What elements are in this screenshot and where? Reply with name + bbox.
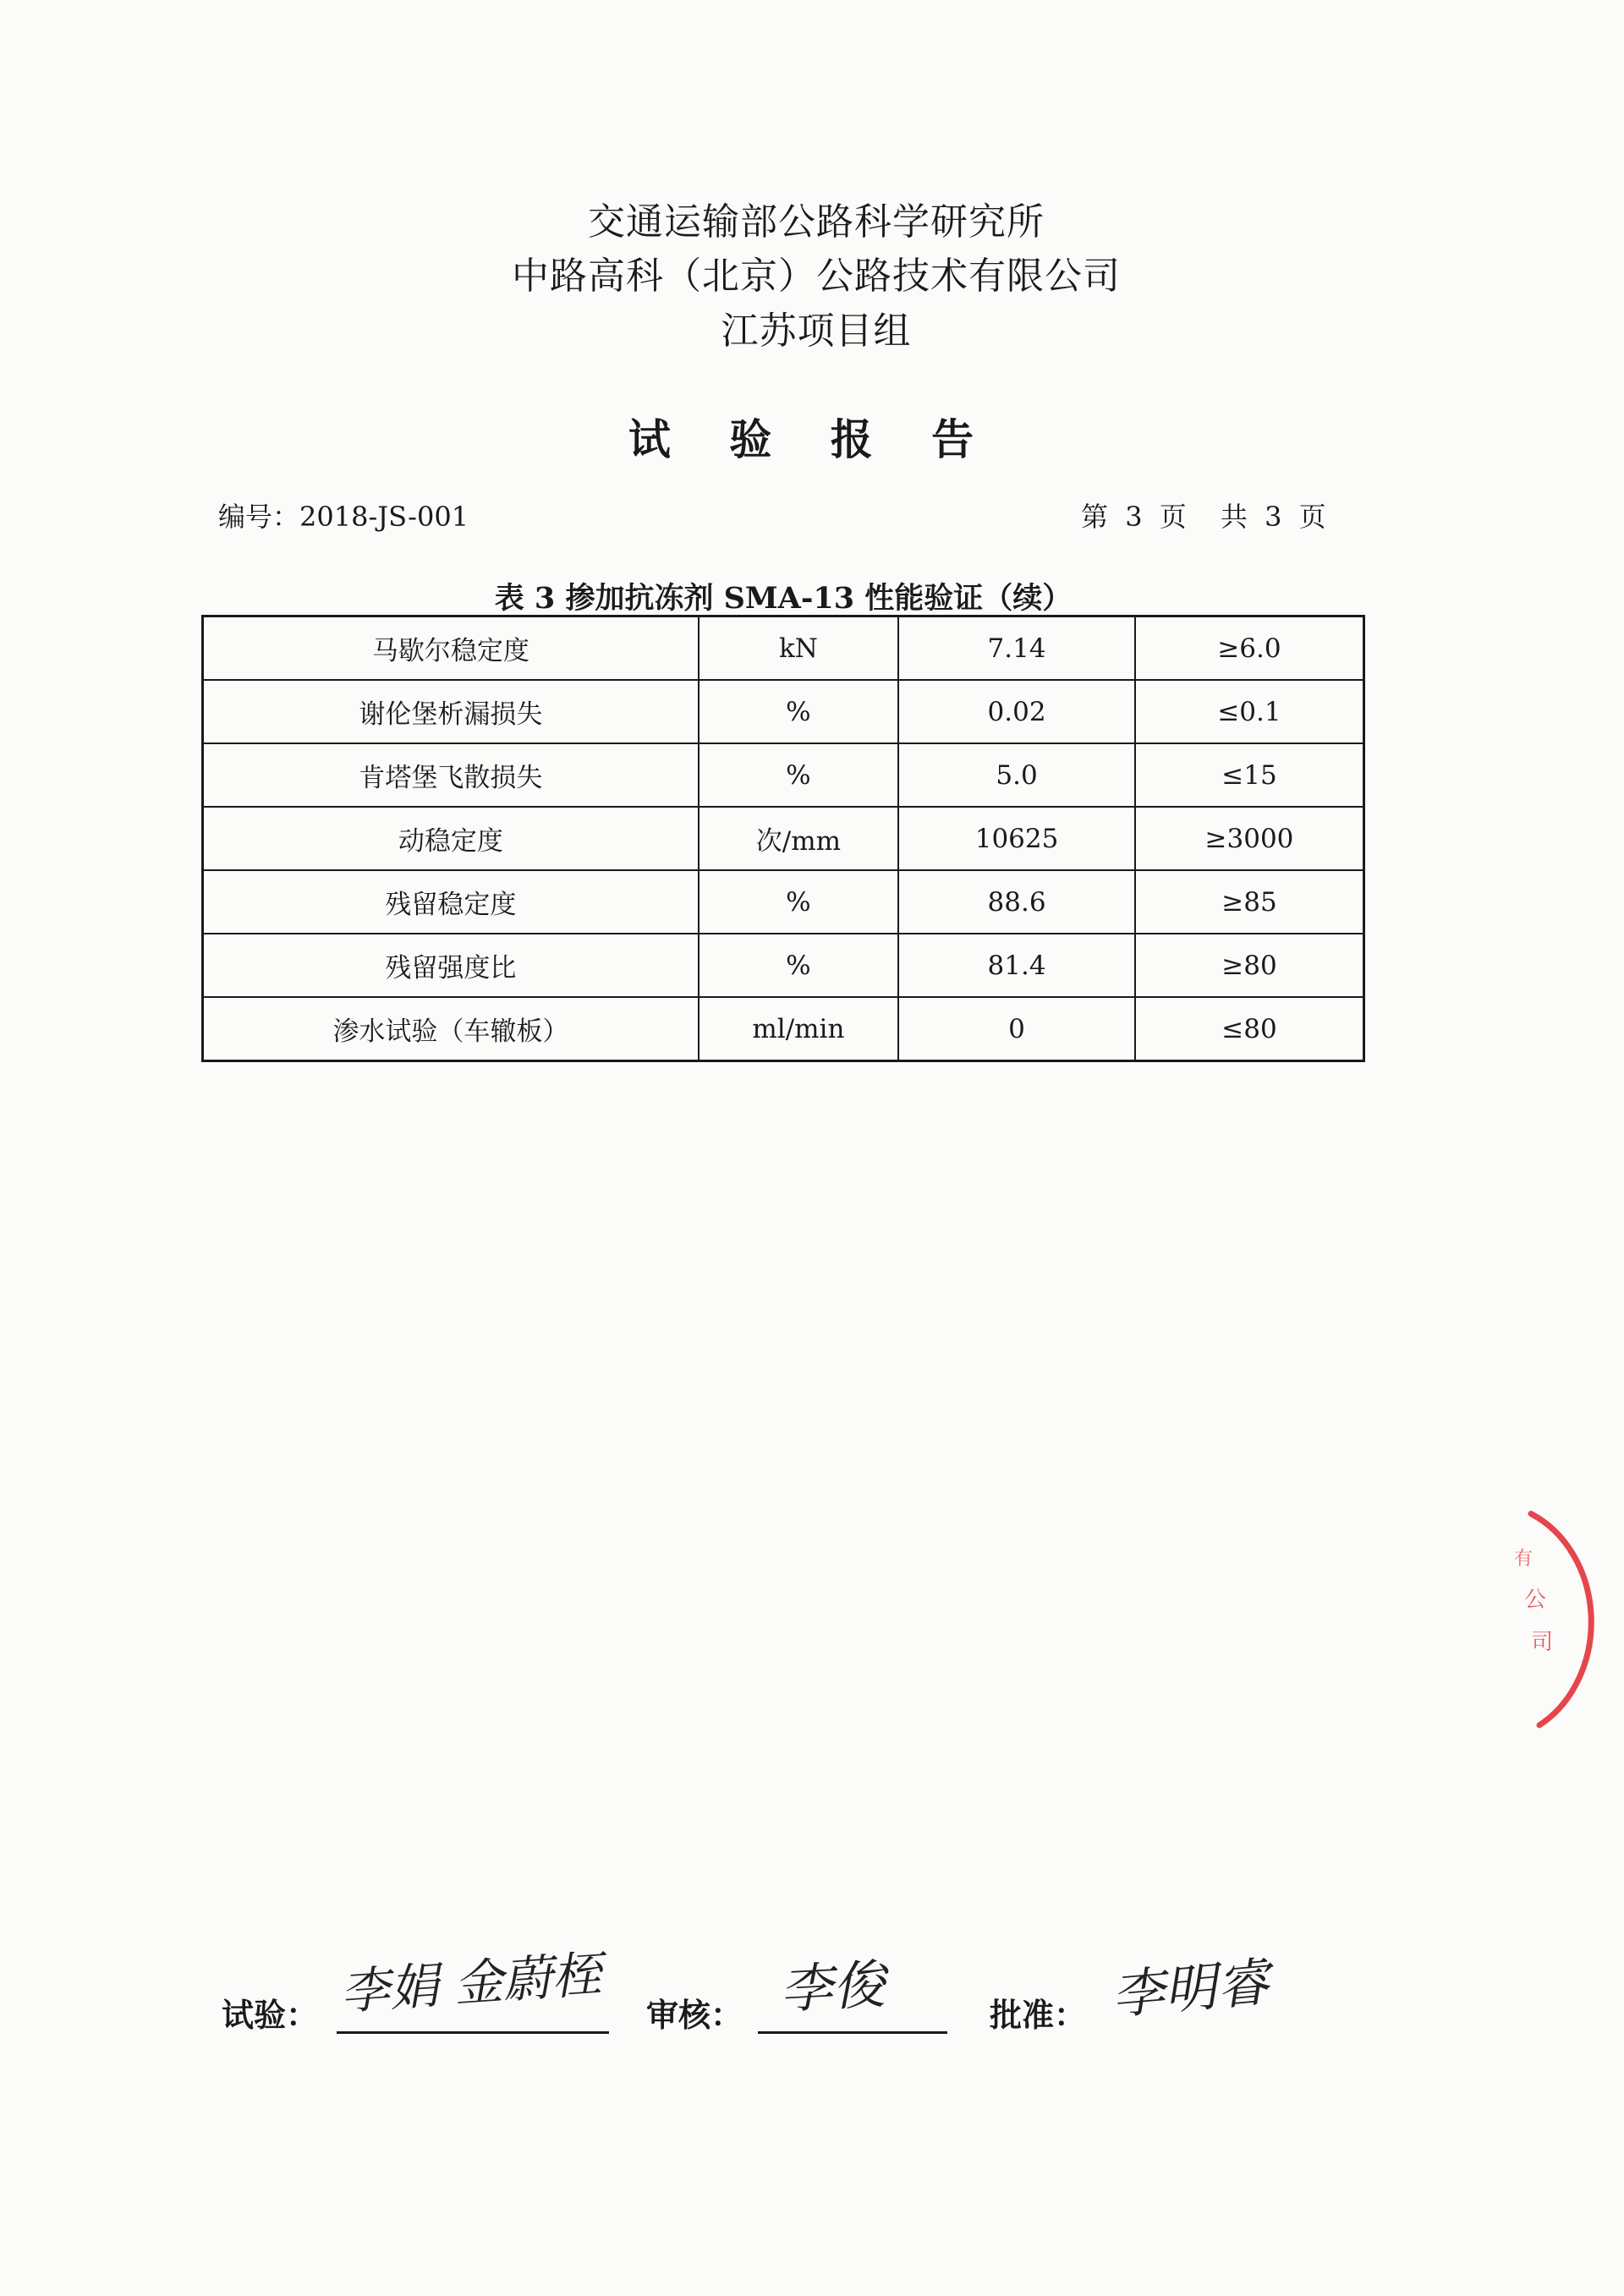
requirement-cell: ≥6.0	[1135, 616, 1364, 681]
requirement-cell: ≤0.1	[1135, 680, 1364, 743]
test-label: 试验：	[222, 1996, 319, 2034]
review-signature: 李俊	[778, 1953, 887, 2021]
table-caption: 表 3 掺加抗冻剂 SMA-13 性能验证（续）	[494, 581, 1073, 616]
table-row	[203, 997, 1364, 1061]
result-cell: 88.6	[898, 870, 1135, 934]
page-prefix: 第	[1081, 501, 1109, 533]
item-cell: 马歇尔稳定度	[203, 616, 699, 681]
table-row	[203, 680, 1364, 743]
svg-text:司: 司	[1531, 1630, 1554, 1655]
svg-text:有: 有	[1514, 1548, 1533, 1570]
requirement-cell: ≥85	[1135, 870, 1364, 934]
table-row	[203, 743, 1364, 807]
result-cell: 5.0	[898, 743, 1135, 807]
requirement-cell: ≥3000	[1135, 807, 1364, 870]
unit-cell: kN	[699, 616, 898, 681]
unit-cell: %	[699, 870, 898, 934]
approve-signature: 李明睿	[1109, 1951, 1272, 2026]
result-cell: 10625	[898, 807, 1135, 870]
item-cell: 残留强度比	[203, 934, 699, 997]
page-current: 3	[1125, 501, 1143, 533]
unit-cell: %	[699, 743, 898, 807]
table-row	[203, 934, 1364, 997]
org-line-2: 中路高科（北京）公路技术有限公司	[512, 255, 1121, 298]
page-total-prefix: 共	[1220, 501, 1248, 533]
unit-cell: %	[699, 680, 898, 743]
approve-label: 批准：	[990, 1996, 1087, 2034]
requirement-cell: ≤80	[1135, 997, 1364, 1061]
item-cell: 动稳定度	[203, 807, 699, 870]
result-cell: 81.4	[898, 934, 1135, 997]
serial-number: 编号：2018-JS-001	[218, 501, 469, 533]
performance-table	[201, 615, 1365, 1062]
review-signature-line	[758, 2031, 947, 2034]
result-cell: 0	[898, 997, 1135, 1061]
review-label: 审核：	[646, 1996, 743, 2034]
unit-cell: ml/min	[699, 997, 898, 1061]
item-cell: 谢伦堡析漏损失	[203, 680, 699, 743]
item-cell: 肯塔堡飞散损失	[203, 743, 699, 807]
table-row	[203, 616, 1364, 681]
svg-text:公: 公	[1524, 1587, 1547, 1613]
unit-cell: 次/mm	[699, 807, 898, 870]
page-total-word: 页	[1298, 501, 1326, 533]
page-info	[1081, 496, 1335, 534]
page-word: 页	[1159, 501, 1187, 533]
table-row	[203, 807, 1364, 870]
item-cell: 残留稳定度	[203, 870, 699, 934]
requirement-cell: ≥80	[1135, 934, 1364, 997]
table-row	[203, 870, 1364, 934]
signature-block	[222, 1945, 1406, 2043]
item-cell: 渗水试验（车辙板）	[203, 997, 699, 1061]
requirement-cell: ≤15	[1135, 743, 1364, 807]
result-cell: 0.02	[898, 680, 1135, 743]
test-signature-line	[337, 2031, 609, 2034]
page-total: 3	[1265, 501, 1282, 533]
test-signature: 李娟 金蔚桎	[338, 1945, 603, 2021]
report-title: 试 验 报 告	[628, 414, 996, 464]
org-line-3: 江苏项目组	[721, 310, 912, 353]
seal-stamp	[1506, 1497, 1624, 1751]
org-line-1: 交通运输部公路科学研究所	[588, 200, 1045, 244]
result-cell: 7.14	[898, 616, 1135, 681]
unit-cell: %	[699, 934, 898, 997]
